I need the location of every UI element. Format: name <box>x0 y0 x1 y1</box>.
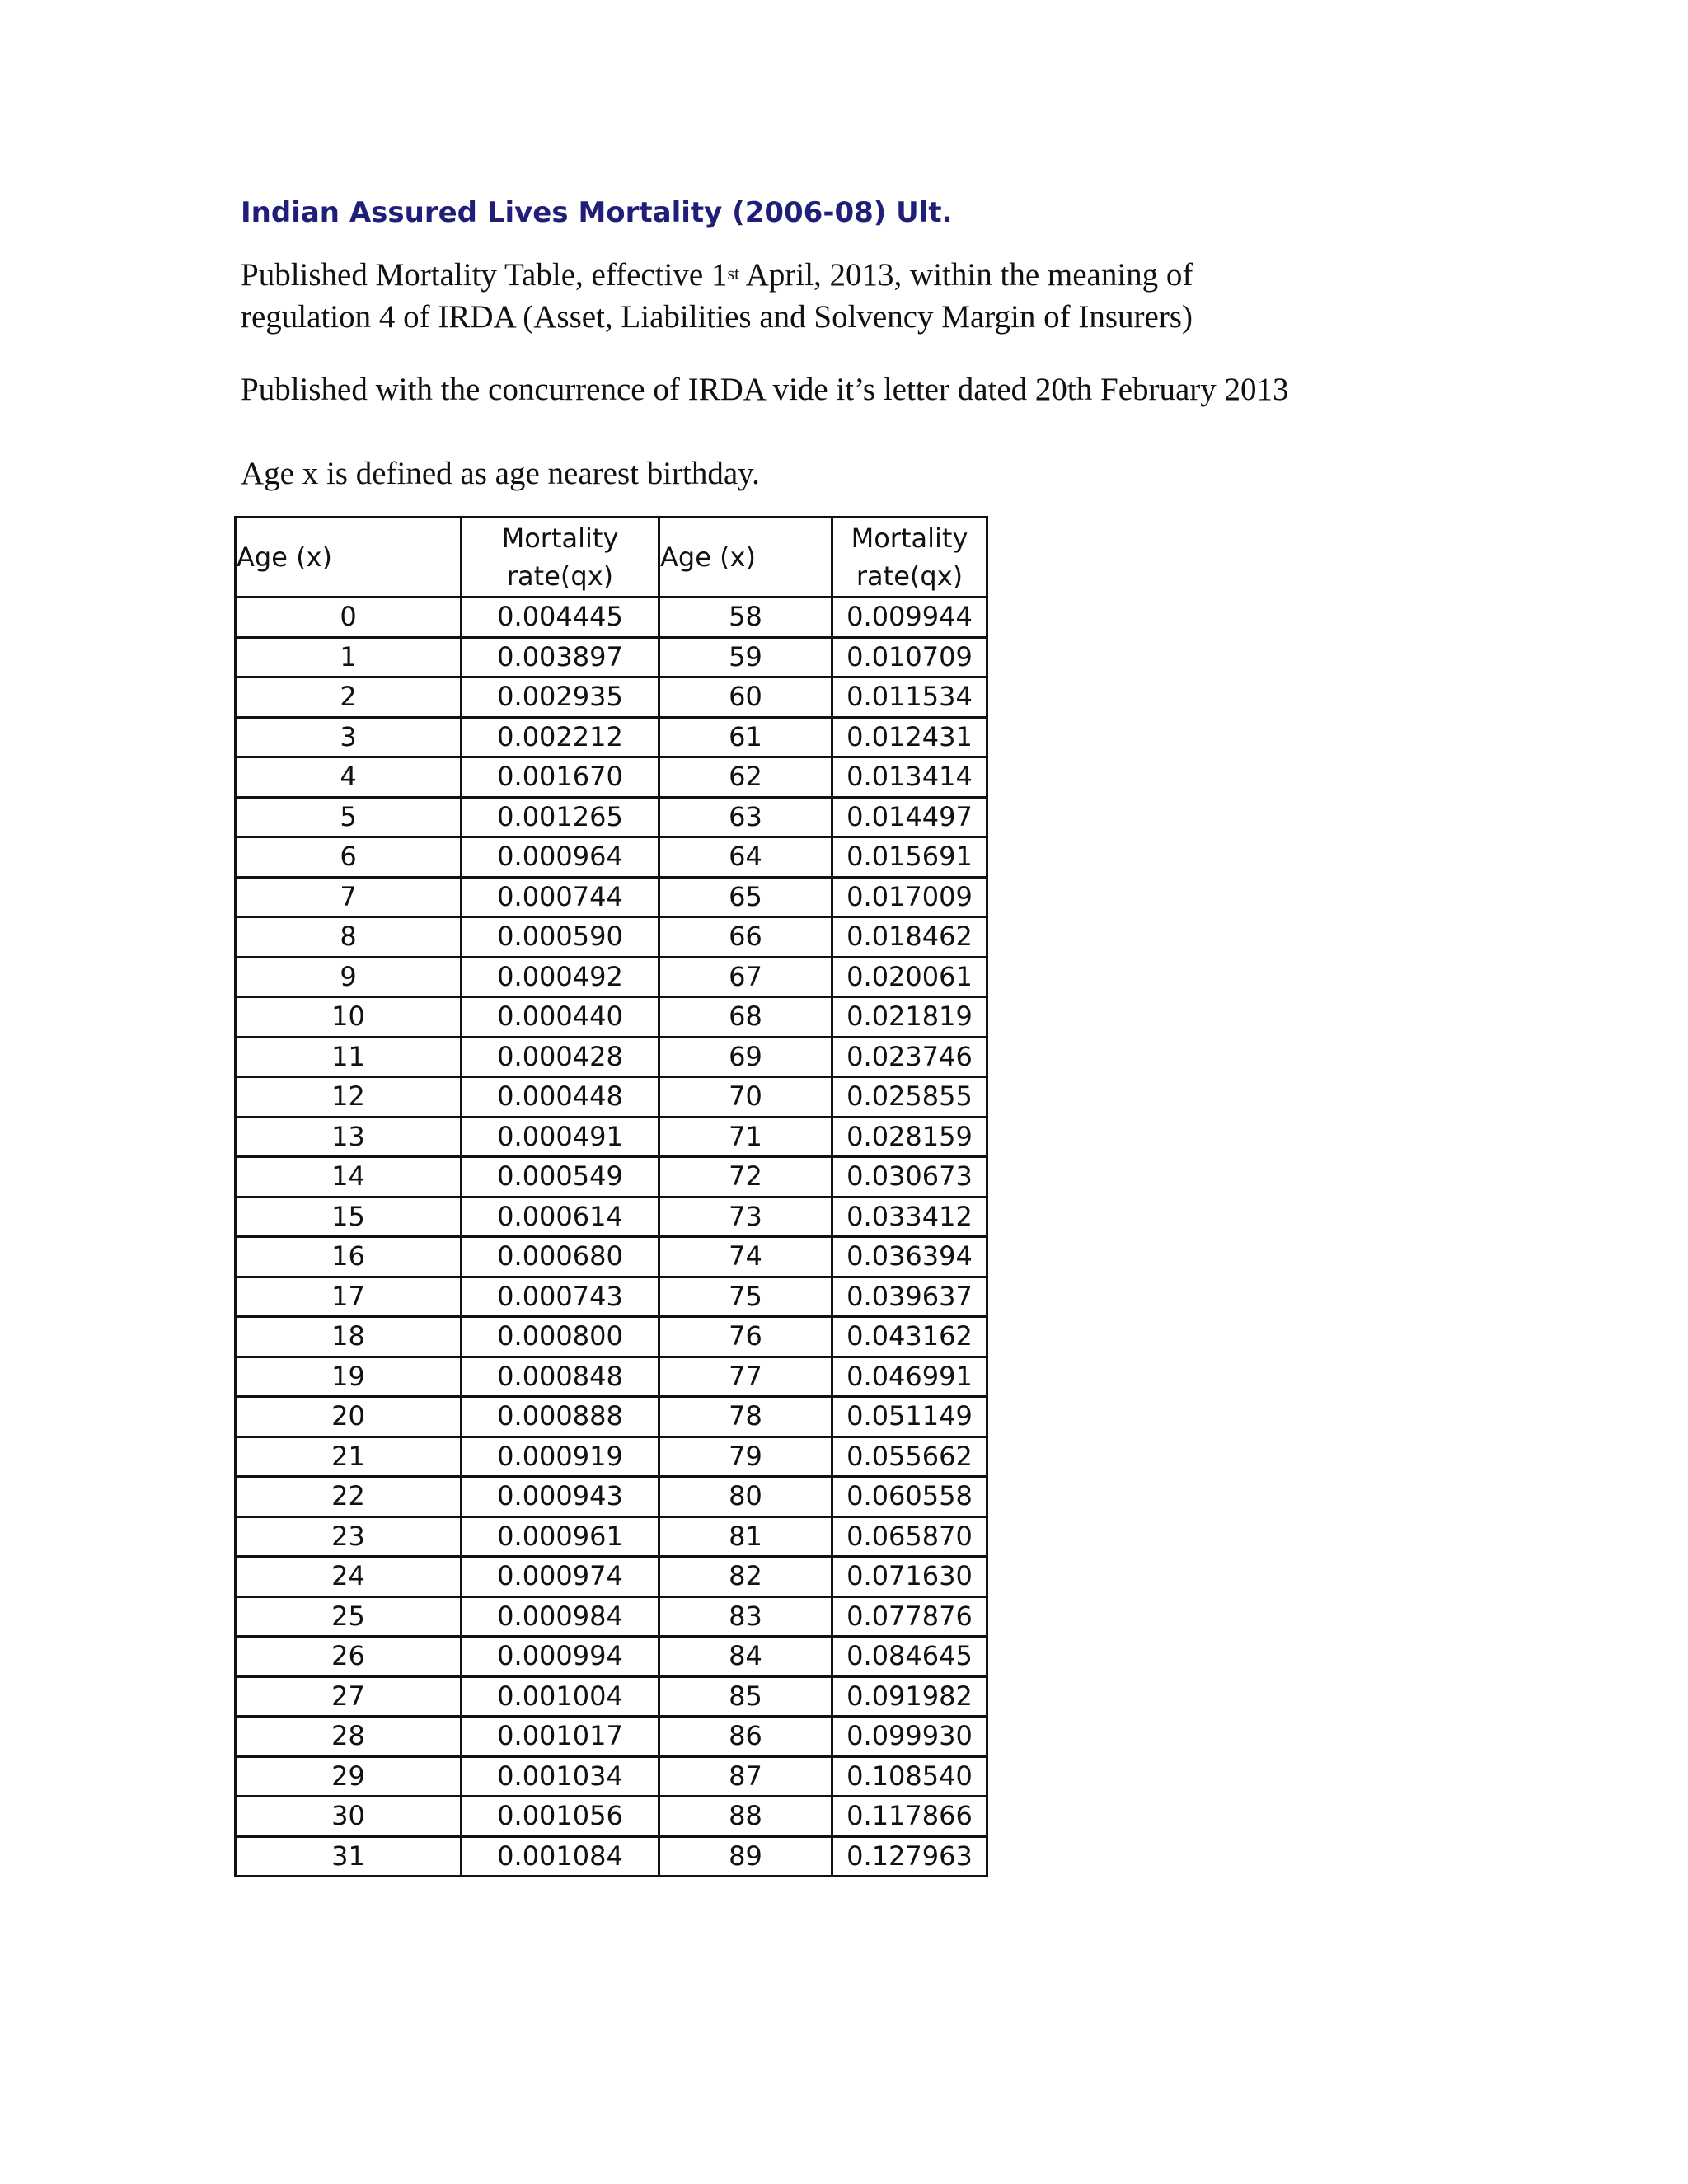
age-cell-right: 85 <box>659 1676 832 1717</box>
rate-cell-right: 0.051149 <box>832 1397 987 1437</box>
age-cell-right: 74 <box>659 1237 832 1277</box>
rate-cell-left: 0.000549 <box>462 1157 659 1197</box>
ordinal-suffix: st <box>727 263 740 284</box>
rate-cell-left: 0.001265 <box>462 797 659 837</box>
age-cell-left: 25 <box>236 1596 462 1637</box>
age-cell-right: 69 <box>659 1037 832 1077</box>
age-definition: Age x is defined as age nearest birthday. <box>241 456 760 491</box>
rate-cell-right: 0.084645 <box>832 1637 987 1677</box>
rate-cell-right: 0.077876 <box>832 1596 987 1637</box>
table-row <box>236 717 987 757</box>
age-cell-left: 3 <box>236 717 462 757</box>
rate-cell-right: 0.091982 <box>832 1676 987 1717</box>
age-header-right: Age (x) <box>659 518 832 598</box>
age-header-left: Age (x) <box>236 518 462 598</box>
age-cell-right: 70 <box>659 1077 832 1118</box>
age-cell-left: 16 <box>236 1237 462 1277</box>
rate-cell-right: 0.099930 <box>832 1717 987 1757</box>
age-cell-right: 62 <box>659 757 832 798</box>
table-row <box>236 1596 987 1637</box>
age-cell-left: 7 <box>236 877 462 917</box>
rate-cell-right: 0.033412 <box>832 1197 987 1237</box>
rate-cell-right: 0.036394 <box>832 1237 987 1277</box>
age-cell-right: 81 <box>659 1516 832 1557</box>
table-row <box>236 1277 987 1317</box>
rate-cell-left: 0.000440 <box>462 997 659 1038</box>
table-row <box>236 1197 987 1237</box>
age-cell-right: 76 <box>659 1317 832 1357</box>
rate-cell-right: 0.046991 <box>832 1357 987 1397</box>
table-row <box>236 1317 987 1357</box>
table-row <box>236 1516 987 1557</box>
table-row <box>236 757 987 798</box>
age-cell-right: 64 <box>659 837 832 878</box>
age-cell-left: 11 <box>236 1037 462 1077</box>
table-row <box>236 598 987 638</box>
age-cell-left: 4 <box>236 757 462 798</box>
rate-cell-left: 0.000888 <box>462 1397 659 1437</box>
age-cell-left: 31 <box>236 1836 462 1877</box>
rate-cell-right: 0.020061 <box>832 957 987 997</box>
rate-cell-left: 0.000744 <box>462 877 659 917</box>
age-cell-left: 28 <box>236 1717 462 1757</box>
rate-cell-right: 0.043162 <box>832 1317 987 1357</box>
age-cell-right: 83 <box>659 1596 832 1637</box>
rate-cell-right: 0.009944 <box>832 598 987 638</box>
age-cell-right: 75 <box>659 1277 832 1317</box>
age-cell-left: 23 <box>236 1516 462 1557</box>
age-cell-right: 88 <box>659 1797 832 1837</box>
table-row <box>236 677 987 718</box>
table-row <box>236 1117 987 1157</box>
age-cell-right: 66 <box>659 917 832 958</box>
publication-statement-line2: regulation 4 of IRDA (Asset, Liabilities and Solvency Margin of Insurers) <box>241 299 1193 335</box>
table-row <box>236 997 987 1038</box>
rate-cell-left: 0.000848 <box>462 1357 659 1397</box>
age-cell-right: 79 <box>659 1436 832 1477</box>
age-cell-left: 21 <box>236 1436 462 1477</box>
table-row <box>236 637 987 677</box>
age-cell-left: 18 <box>236 1317 462 1357</box>
mortality-table <box>234 516 988 1877</box>
table-row <box>236 797 987 837</box>
rate-cell-left: 0.000961 <box>462 1516 659 1557</box>
table-header-row <box>236 518 987 598</box>
table-row <box>236 1357 987 1397</box>
rate-cell-left: 0.001004 <box>462 1676 659 1717</box>
age-cell-left: 5 <box>236 797 462 837</box>
age-cell-left: 1 <box>236 637 462 677</box>
rate-header-left <box>462 518 659 598</box>
age-cell-right: 68 <box>659 997 832 1038</box>
age-cell-left: 14 <box>236 1157 462 1197</box>
rate-cell-left: 0.000943 <box>462 1477 659 1517</box>
rate-header-line1: Mortality <box>501 523 619 554</box>
table-row <box>236 1836 987 1877</box>
rate-header-line2: rate(qx) <box>506 560 614 592</box>
rate-cell-right: 0.025855 <box>832 1077 987 1118</box>
rate-cell-left: 0.001056 <box>462 1797 659 1837</box>
age-cell-right: 60 <box>659 677 832 718</box>
rate-cell-right: 0.030673 <box>832 1157 987 1197</box>
table-row <box>236 1237 987 1277</box>
age-cell-left: 12 <box>236 1077 462 1118</box>
rate-cell-right: 0.011534 <box>832 677 987 718</box>
age-cell-right: 89 <box>659 1836 832 1877</box>
rate-cell-left: 0.000743 <box>462 1277 659 1317</box>
rate-cell-left: 0.003897 <box>462 637 659 677</box>
rate-cell-left: 0.000800 <box>462 1317 659 1357</box>
table-row <box>236 1756 987 1797</box>
age-cell-left: 29 <box>236 1756 462 1797</box>
rate-cell-right: 0.010709 <box>832 637 987 677</box>
age-cell-right: 61 <box>659 717 832 757</box>
rate-header-line2: rate(qx) <box>856 560 964 592</box>
age-cell-right: 78 <box>659 1397 832 1437</box>
rate-cell-right: 0.015691 <box>832 837 987 878</box>
rate-cell-left: 0.000974 <box>462 1557 659 1597</box>
rate-cell-left: 0.000614 <box>462 1197 659 1237</box>
table-body <box>236 598 987 1877</box>
table-row <box>236 1157 987 1197</box>
table-row <box>236 917 987 958</box>
rate-cell-left: 0.002935 <box>462 677 659 718</box>
rate-cell-left: 0.001084 <box>462 1836 659 1877</box>
age-cell-left: 9 <box>236 957 462 997</box>
document-title: Indian Assured Lives Mortality (2006-08) Ult. <box>241 196 953 229</box>
rate-cell-left: 0.000984 <box>462 1596 659 1637</box>
rate-cell-right: 0.028159 <box>832 1117 987 1157</box>
rate-cell-right: 0.071630 <box>832 1557 987 1597</box>
table-row <box>236 1397 987 1437</box>
rate-cell-left: 0.000919 <box>462 1436 659 1477</box>
age-cell-left: 19 <box>236 1357 462 1397</box>
table-row <box>236 1637 987 1677</box>
table-row <box>236 1557 987 1597</box>
rate-cell-left: 0.000492 <box>462 957 659 997</box>
age-cell-right: 72 <box>659 1157 832 1197</box>
age-cell-right: 58 <box>659 598 832 638</box>
age-cell-right: 86 <box>659 1717 832 1757</box>
age-cell-right: 71 <box>659 1117 832 1157</box>
age-cell-left: 27 <box>236 1676 462 1717</box>
age-cell-left: 6 <box>236 837 462 878</box>
table-row <box>236 957 987 997</box>
rate-cell-right: 0.023746 <box>832 1037 987 1077</box>
rate-cell-right: 0.117866 <box>832 1797 987 1837</box>
rate-cell-right: 0.108540 <box>832 1756 987 1797</box>
publication-statement <box>241 254 1193 338</box>
rate-cell-right: 0.065870 <box>832 1516 987 1557</box>
age-cell-right: 80 <box>659 1477 832 1517</box>
rate-cell-left: 0.001034 <box>462 1756 659 1797</box>
rate-cell-right: 0.060558 <box>832 1477 987 1517</box>
age-cell-left: 0 <box>236 598 462 638</box>
age-cell-right: 63 <box>659 797 832 837</box>
age-cell-left: 17 <box>236 1277 462 1317</box>
table-row <box>236 837 987 878</box>
rate-cell-right: 0.012431 <box>832 717 987 757</box>
rate-cell-right: 0.039637 <box>832 1277 987 1317</box>
age-cell-left: 20 <box>236 1397 462 1437</box>
table-row <box>236 1676 987 1717</box>
rate-cell-right: 0.021819 <box>832 997 987 1038</box>
rate-cell-right: 0.017009 <box>832 877 987 917</box>
publication-statement-start: Published Mortality Table, effective 1 <box>241 257 728 293</box>
rate-cell-right: 0.018462 <box>832 917 987 958</box>
rate-cell-right: 0.127963 <box>832 1836 987 1877</box>
table-row <box>236 1037 987 1077</box>
table-row <box>236 1717 987 1757</box>
age-cell-left: 22 <box>236 1477 462 1517</box>
table-row <box>236 1797 987 1837</box>
rate-cell-right: 0.014497 <box>832 797 987 837</box>
publication-statement-end: April, 2013, within the meaning of <box>739 257 1193 293</box>
age-cell-left: 26 <box>236 1637 462 1677</box>
rate-cell-left: 0.000428 <box>462 1037 659 1077</box>
age-cell-right: 84 <box>659 1637 832 1677</box>
age-cell-left: 24 <box>236 1557 462 1597</box>
rate-cell-left: 0.000994 <box>462 1637 659 1677</box>
age-cell-right: 82 <box>659 1557 832 1597</box>
rate-cell-left: 0.000491 <box>462 1117 659 1157</box>
rate-cell-left: 0.001670 <box>462 757 659 798</box>
age-cell-left: 13 <box>236 1117 462 1157</box>
rate-cell-left: 0.000964 <box>462 837 659 878</box>
rate-cell-left: 0.004445 <box>462 598 659 638</box>
rate-cell-left: 0.002212 <box>462 717 659 757</box>
rate-cell-left: 0.000590 <box>462 917 659 958</box>
age-cell-left: 2 <box>236 677 462 718</box>
age-cell-right: 77 <box>659 1357 832 1397</box>
concurrence-statement: Published with the concurrence of IRDA vide it’s letter dated 20th February 2013 <box>241 372 1289 407</box>
rate-cell-left: 0.000448 <box>462 1077 659 1118</box>
age-cell-right: 87 <box>659 1756 832 1797</box>
age-cell-right: 67 <box>659 957 832 997</box>
table-row <box>236 1077 987 1118</box>
age-cell-right: 59 <box>659 637 832 677</box>
age-cell-right: 73 <box>659 1197 832 1237</box>
rate-cell-left: 0.000680 <box>462 1237 659 1277</box>
age-cell-left: 15 <box>236 1197 462 1237</box>
rate-cell-left: 0.001017 <box>462 1717 659 1757</box>
table-row <box>236 877 987 917</box>
age-cell-left: 10 <box>236 997 462 1038</box>
rate-header-right <box>832 518 987 598</box>
age-cell-left: 30 <box>236 1797 462 1837</box>
rate-cell-right: 0.013414 <box>832 757 987 798</box>
rate-cell-right: 0.055662 <box>832 1436 987 1477</box>
table-row <box>236 1436 987 1477</box>
age-cell-left: 8 <box>236 917 462 958</box>
rate-header-line1: Mortality <box>851 523 968 554</box>
age-cell-right: 65 <box>659 877 832 917</box>
table-row <box>236 1477 987 1517</box>
